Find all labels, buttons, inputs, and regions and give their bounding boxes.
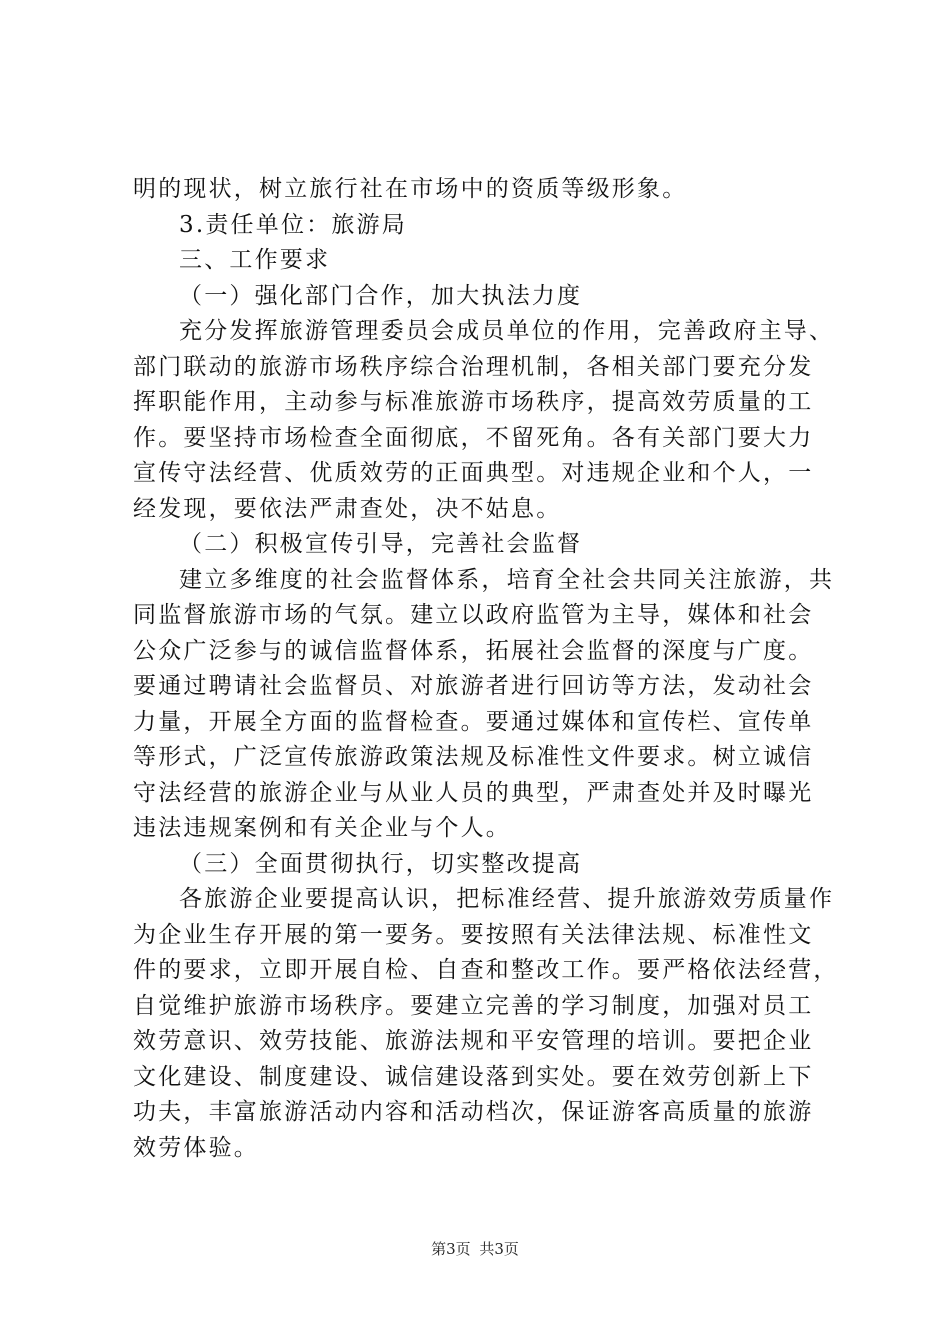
text-line: 文化建设、制度建设、诚信建设落到实处。要在效劳创新上下 — [133, 1063, 814, 1090]
document-body — [133, 172, 839, 1166]
text-line: 力量，开展全方面的监督检查。要通过媒体和宣传栏、宣传单 — [133, 708, 814, 735]
text-line: 效劳意识、效劳技能、旅游法规和平安管理的培训。要把企业 — [133, 1028, 814, 1054]
text-line: 三、工作要求 — [179, 247, 331, 273]
page-total: 共3页 — [479, 1240, 519, 1258]
text-line: 充分发挥旅游管理委员会成员单位的作用，完善政府主导、 — [179, 318, 835, 344]
text-line: 明的现状，树立旅行社在市场中的资质等级形象。 — [133, 176, 688, 202]
text-line: 经发现，要依法严肃查处，决不姑息。 — [133, 495, 562, 522]
text-line: 功夫，丰富旅游活动内容和活动档次，保证游客高质量的旅游 — [133, 1099, 814, 1125]
text-line: 件的要求，立即开展自检、自查和整改工作。要严格依法经营， — [133, 957, 839, 983]
text-line: 要通过聘请社会监督员、对旅游者进行回访等方法，发动社会 — [133, 673, 814, 699]
text-line: 等形式，广泛宣传旅游政策法规及标准性文件要求。树立诚信 — [133, 744, 814, 770]
text-line: 效劳体验。 — [133, 1134, 259, 1161]
page-number: 第3页 — [431, 1240, 471, 1258]
text-line: 守法经营的旅游企业与从业人员的典型，严肃查处并及时曝光 — [133, 779, 814, 806]
text-line: （三）全面贯彻执行，切实整改提高 — [179, 850, 583, 877]
text-line: 3.责任单位：旅游局 — [179, 211, 407, 238]
text-line: 同监督旅游市场的气氛。建立以政府监管为主导，媒体和社会 — [133, 602, 814, 628]
text-line: 作。要坚持市场检查全面彻底，不留死角。各有关部门要大力 — [133, 424, 814, 451]
text-line: 为企业生存开展的第一要务。要按照有关法律法规、标准性文 — [133, 921, 814, 948]
text-line: 部门联动的旅游市场秩序综合治理机制，各相关部门要充分发 — [133, 353, 814, 380]
text-line: 违法违规案例和有关企业与个人。 — [133, 815, 511, 841]
text-line: 各旅游企业要提高认识，把标准经营、提升旅游效劳质量作 — [179, 886, 835, 912]
text-line: 公众广泛参与的诚信监督体系，拓展社会监督的深度与广度。 — [133, 637, 814, 664]
text-line: （一）强化部门合作，加大执法力度 — [179, 282, 583, 309]
page-footer — [0, 1239, 950, 1259]
text-line: 建立多维度的社会监督体系，培育全社会共同关注旅游，共 — [179, 566, 835, 593]
text-line: 挥职能作用，主动参与标准旅游市场秩序，提高效劳质量的工 — [133, 389, 814, 415]
text-line: 宣传守法经营、优质效劳的正面典型。对违规企业和个人，一 — [133, 460, 814, 486]
text-line: 自觉维护旅游市场秩序。要建立完善的学习制度，加强对员工 — [133, 992, 814, 1019]
text-line: （二）积极宣传引导，完善社会监督 — [179, 531, 583, 557]
